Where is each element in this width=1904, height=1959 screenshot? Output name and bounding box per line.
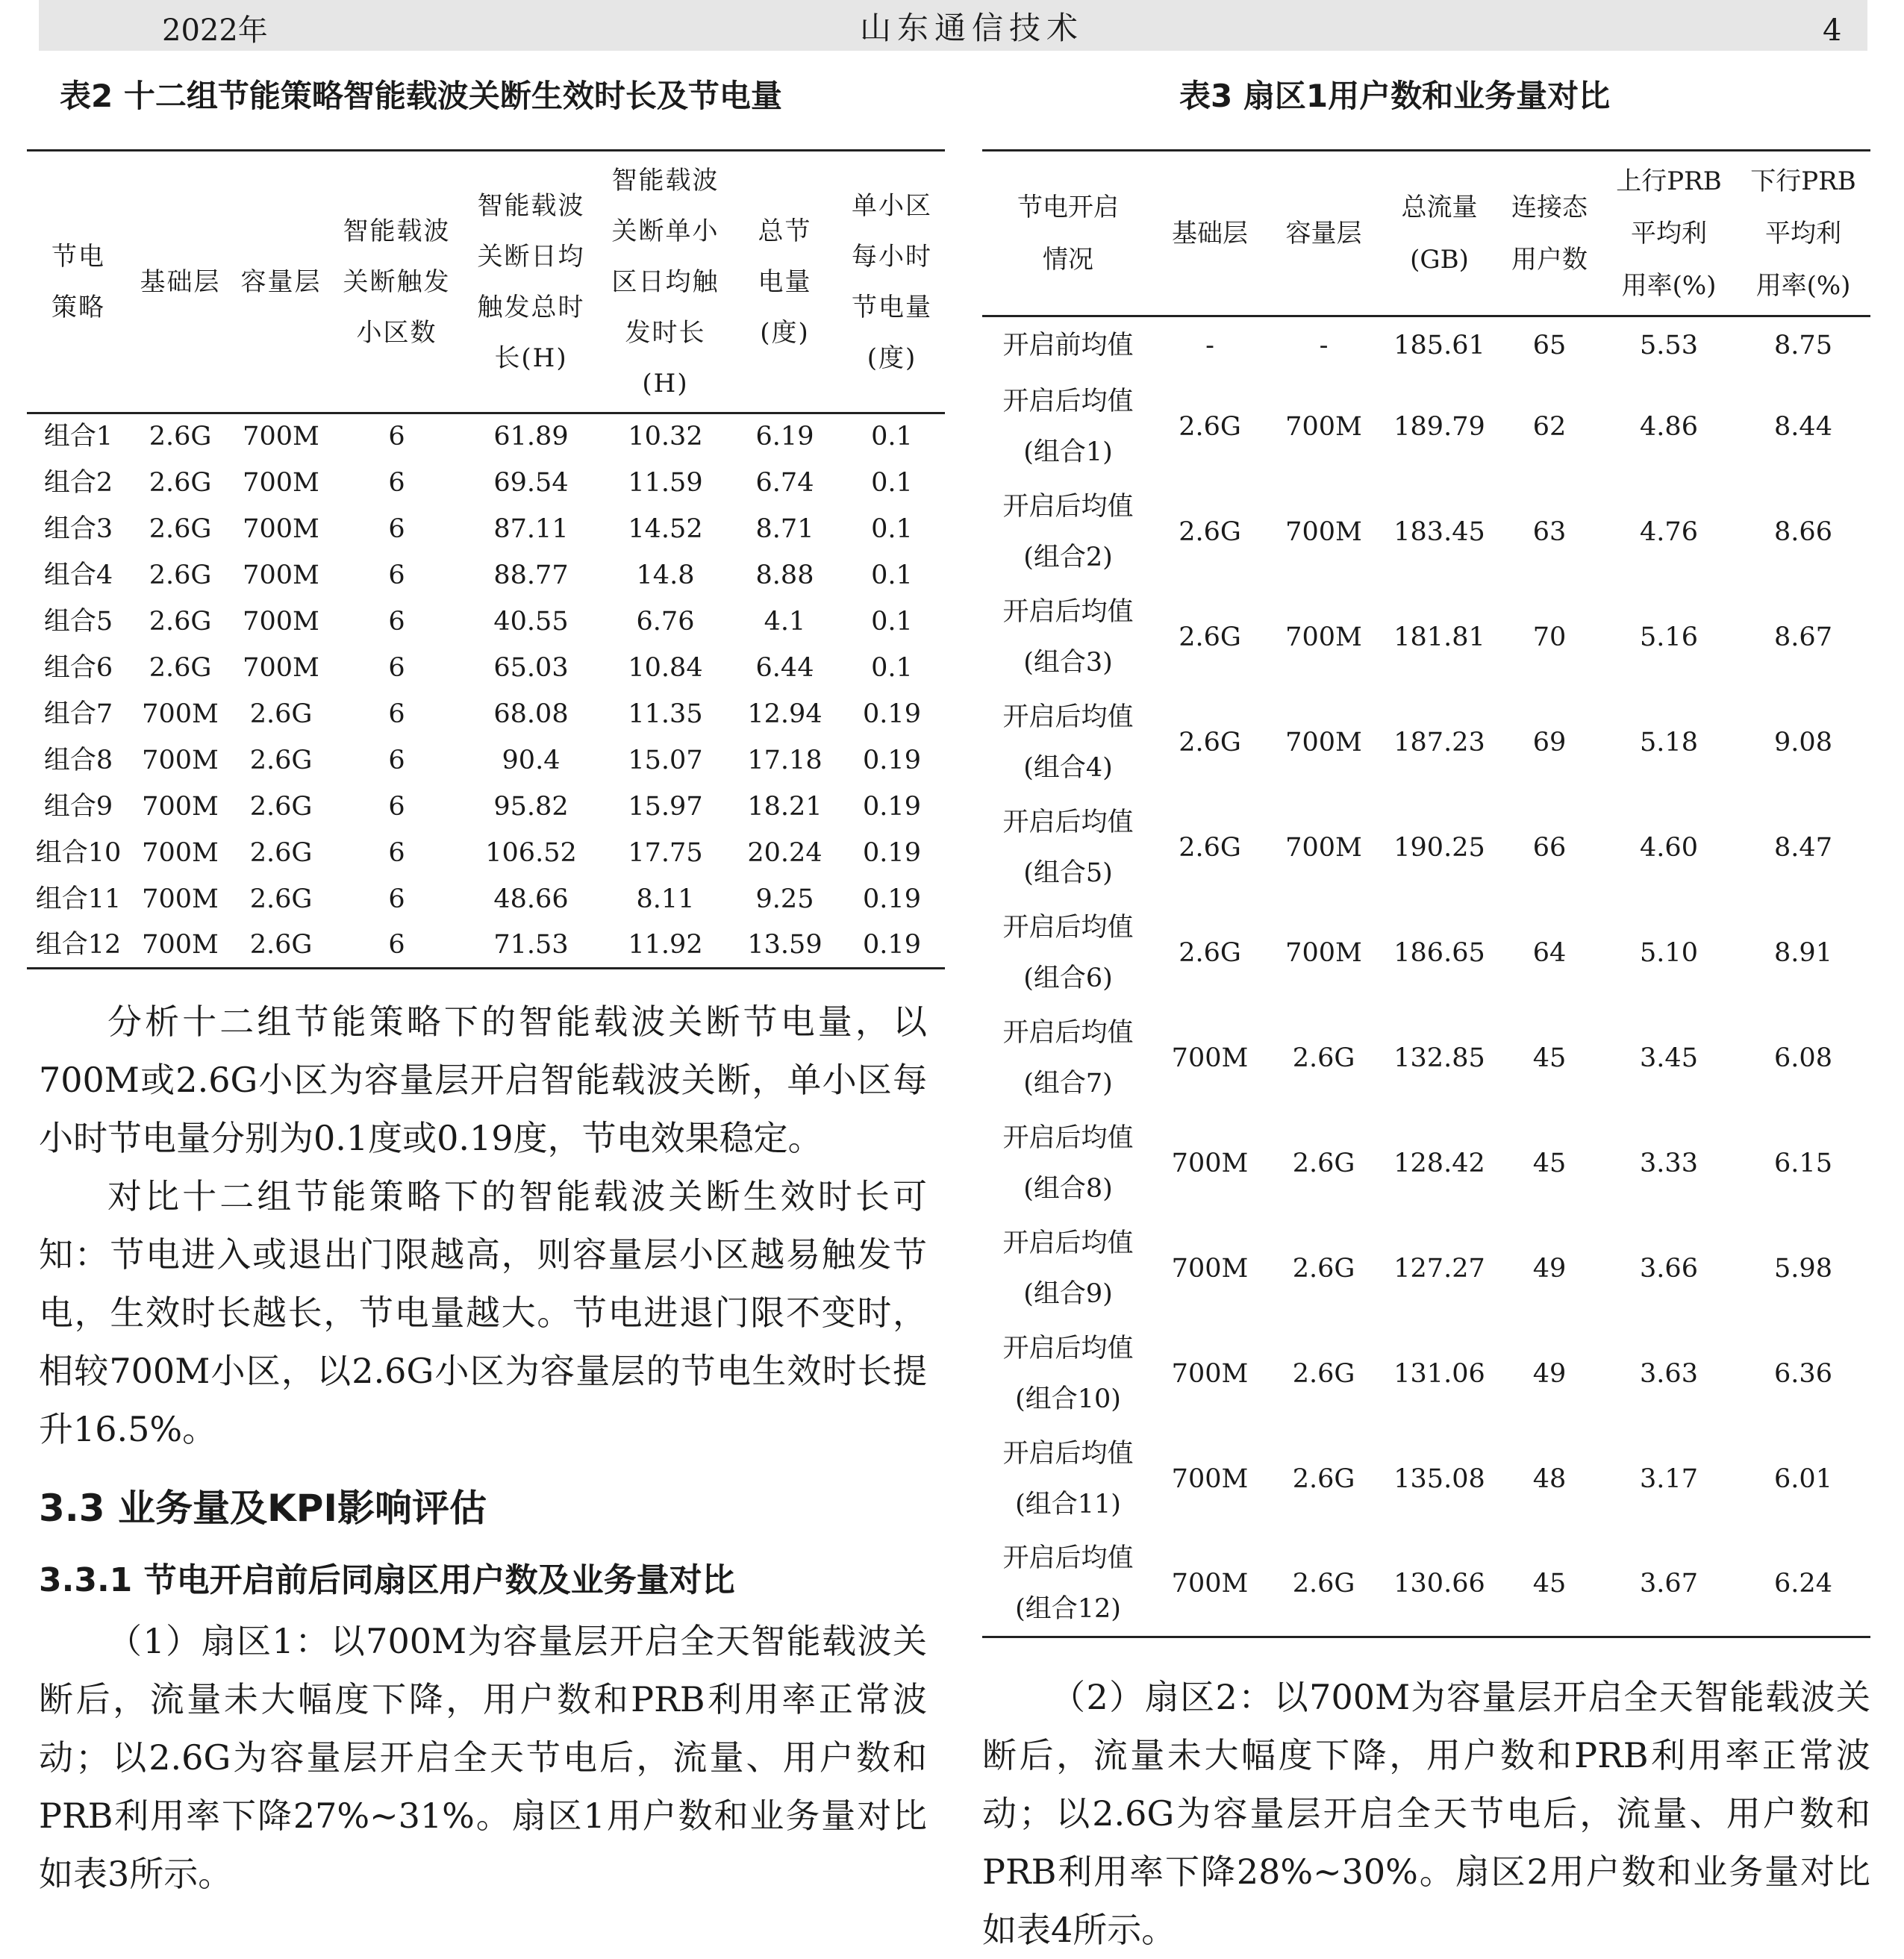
table3-cell: 700M <box>1285 938 1362 968</box>
table2-cell: 10.84 <box>628 652 703 683</box>
table2-cell: 组合4 <box>43 560 113 590</box>
table3-cell: 128.42 <box>1393 1149 1485 1178</box>
table2-cell: 9.25 <box>755 884 814 914</box>
table3-cell: 5.98 <box>1774 1254 1832 1284</box>
paragraph-effective-duration: 对比十二组节能策略下的智能载波关断生效时长可知：节电进入或退出门限越高，则容量层小区越易触发节电，生效时长越长，节电量越大。节电进退门限不变时，相较700M小区，以2.6G小区为容量层的节电生效时长提升16.5%。 <box>39 1176 927 1449</box>
table3-row <box>982 690 1870 796</box>
table3-cell: 8.91 <box>1774 938 1832 968</box>
table3-caption: 表3 扇区1用户数和业务量对比 <box>1179 78 1611 114</box>
header-page-number: 4 <box>1823 13 1842 48</box>
table2-row <box>27 506 945 552</box>
paragraph-sector1: （1）扇区1：以700M为容量层开启全天智能载波关断后，流量未大幅度下降，用户数和PRB利用率正常波动；以2.6G为容量层开启全天节电后，流量、用户数和PRB利用率下降27%~31%。扇区1用户数和业务量对比如表3所示。 <box>39 1621 927 1894</box>
table2-cell: 6 <box>388 513 405 544</box>
table2-cell: 700M <box>243 513 319 544</box>
table2-cell: 8.71 <box>755 513 814 544</box>
table2-cell: 14.8 <box>636 560 695 590</box>
table2-cell: 2.6G <box>249 791 313 822</box>
table3-cell: 66 <box>1532 833 1567 863</box>
table3 <box>982 149 1870 1638</box>
table2-header-row <box>27 151 945 413</box>
table2-cell: 6 <box>388 791 405 822</box>
table2-cell: 88.77 <box>493 560 569 590</box>
table2-cell: 8.11 <box>636 884 695 914</box>
table2-cell: 4.1 <box>764 606 806 637</box>
table2-cell: 0.19 <box>863 929 921 960</box>
table3-cell: 700M <box>1171 1464 1249 1494</box>
table3-cell: 700M <box>1285 833 1362 863</box>
table3-row <box>982 480 1870 585</box>
table3-cell: 2.6G <box>1179 517 1241 547</box>
table2-caption: 表2 十二组节能策略智能载波关断生效时长及节电量 <box>60 78 782 114</box>
table3-cell: 700M <box>1171 1043 1249 1073</box>
table3-cell: 开启后均值 (组合6) <box>1002 913 1134 993</box>
table2-row <box>27 830 945 876</box>
table2-cell: 700M <box>243 467 319 498</box>
table2-cell: 11.92 <box>628 929 703 960</box>
table3-col-header: 总流量 (GB) <box>1382 151 1497 316</box>
table2-body <box>27 413 945 969</box>
table2-col-header: 智能载波 关断日均 触发总时 长(H) <box>462 151 600 413</box>
table2-cell: 11.59 <box>628 467 703 498</box>
table3-cell: 6.01 <box>1774 1464 1832 1494</box>
table2-cell: 组合10 <box>35 837 122 868</box>
table3-cell: 2.6G <box>1179 412 1241 442</box>
body-text-left-bottom <box>39 1612 927 1903</box>
table2-cell: 700M <box>142 745 219 775</box>
table3-cell: 187.23 <box>1393 728 1485 757</box>
table2-cell: 2.6G <box>149 513 212 544</box>
table2-cell: 6 <box>388 467 405 498</box>
table2-cell: 10.32 <box>628 422 703 452</box>
table2 <box>27 149 945 969</box>
table3-cell: 700M <box>1171 1149 1249 1178</box>
table2-row <box>27 413 945 460</box>
table2-row <box>27 599 945 645</box>
table2-cell: 6 <box>388 422 405 452</box>
table3-row <box>982 901 1870 1006</box>
table2-row <box>27 737 945 784</box>
table2-row <box>27 784 945 830</box>
table2-cell: 6 <box>388 884 405 914</box>
table2-cell: 6 <box>388 699 405 729</box>
table3-cell: 48 <box>1532 1464 1567 1494</box>
table2-cell: 13.59 <box>747 929 823 960</box>
table2-cell: 106.52 <box>485 837 577 868</box>
table3-row <box>982 1427 1870 1532</box>
table2-cell: 15.97 <box>628 791 703 822</box>
table2-cell: 0.1 <box>871 560 913 590</box>
table2-cell: 18.21 <box>747 791 823 822</box>
table2-cell: 6.74 <box>755 467 814 498</box>
table3-cell: 3.66 <box>1640 1254 1698 1284</box>
table3-cell: - <box>1205 331 1214 361</box>
table3-cell: 4.86 <box>1640 412 1698 442</box>
table3-cell: 开启后均值 (组合8) <box>1002 1123 1134 1204</box>
table3-cell: 5.53 <box>1640 331 1698 361</box>
table2-cell: 2.6G <box>149 560 212 590</box>
table2-col-header: 智能载波 关断单小 区日均触 发时长 (H) <box>600 151 731 413</box>
table3-cell: 2.6G <box>1292 1254 1355 1284</box>
table2-cell: 6 <box>388 745 405 775</box>
table3-cell: 183.45 <box>1393 517 1485 547</box>
section-heading-3-3: 3.3 业务量及KPI影响评估 <box>39 1487 487 1530</box>
table2-cell: 0.1 <box>871 467 913 498</box>
table3-cell: 2.6G <box>1292 1569 1355 1599</box>
table3-cell: 49 <box>1532 1254 1567 1284</box>
table2-cell: 61.89 <box>493 422 569 452</box>
table3-cell: 700M <box>1285 517 1362 547</box>
table3-col-header: 容量层 <box>1266 151 1382 316</box>
table2-cell: 0.1 <box>871 606 913 637</box>
table3-row <box>982 375 1870 480</box>
table3-cell: 6.08 <box>1774 1043 1832 1073</box>
section-heading-3-3-1: 3.3.1 节电开启前后同扇区用户数及业务量对比 <box>39 1561 735 1599</box>
table2-cell: 6 <box>388 560 405 590</box>
table3-cell: 2.6G <box>1292 1359 1355 1389</box>
table2-cell: 组合8 <box>43 745 113 775</box>
table2-cell: 2.6G <box>149 422 212 452</box>
table3-cell: 700M <box>1171 1254 1249 1284</box>
table3-cell: 开启后均值 (组合5) <box>1002 807 1134 888</box>
paragraph-energy-saving: 分析十二组节能策略下的智能载波关断节电量，以700M或2.6G小区为容量层开启智能载波关断，单小区每小时节电量分别为0.1度或0.19度，节电效果稳定。 <box>39 1002 927 1158</box>
table3-cell: 开启后均值 (组合2) <box>1002 492 1134 572</box>
table3-cell: 185.61 <box>1393 331 1485 361</box>
table3-cell: 49 <box>1532 1359 1567 1389</box>
table2-cell: 组合6 <box>43 652 113 683</box>
table3-cell: 69 <box>1532 728 1567 757</box>
table2-row <box>27 645 945 691</box>
table3-cell: 132.85 <box>1393 1043 1485 1073</box>
table3-cell: 3.17 <box>1640 1464 1698 1494</box>
table3-cell: 3.67 <box>1640 1569 1698 1599</box>
table3-col-header: 基础层 <box>1154 151 1266 316</box>
table3-row <box>982 796 1870 901</box>
table2-col-header: 节电 策略 <box>27 151 130 413</box>
table2-cell: 2.6G <box>149 606 212 637</box>
table2-cell: 组合12 <box>35 929 122 960</box>
table2-cell: 700M <box>243 606 319 637</box>
table3-cell: 开启后均值 (组合7) <box>1002 1018 1134 1099</box>
table2-row <box>27 460 945 506</box>
table2-cell: 700M <box>142 837 219 868</box>
table3-col-header: 上行PRB 平均利 用率(%) <box>1602 151 1736 316</box>
table2-row <box>27 552 945 599</box>
table3-cell: 190.25 <box>1393 833 1485 863</box>
table3-cell: 2.6G <box>1179 833 1241 863</box>
table3-cell: 700M <box>1171 1569 1249 1599</box>
table3-cell: 4.60 <box>1640 833 1698 863</box>
table3-cell: 700M <box>1171 1359 1249 1389</box>
table3-cell: 4.76 <box>1640 517 1698 547</box>
table2-cell: 0.19 <box>863 884 921 914</box>
header-year: 2022年 <box>162 13 268 48</box>
table3-cell: 5.16 <box>1640 622 1698 652</box>
table2-cell: 0.1 <box>871 513 913 544</box>
table2-cell: 组合3 <box>43 513 113 544</box>
table3-cell: 2.6G <box>1179 728 1241 757</box>
table2-cell: 15.07 <box>628 745 703 775</box>
table2-cell: 65.03 <box>493 652 569 683</box>
table2-cell: 0.19 <box>863 791 921 822</box>
table2-cell: 组合9 <box>43 791 113 822</box>
table3-cell: 45 <box>1532 1569 1567 1599</box>
table3-cell: 2.6G <box>1292 1149 1355 1178</box>
table2-cell: 6 <box>388 929 405 960</box>
table2-cell: 6.19 <box>755 422 814 452</box>
table2-cell: 0.19 <box>863 837 921 868</box>
body-text-left-top <box>39 993 927 1458</box>
table3-cell: 63 <box>1532 517 1567 547</box>
table3-cell: 65 <box>1532 331 1567 361</box>
table2-cell: 700M <box>142 699 219 729</box>
table3-cell: 8.75 <box>1774 331 1832 361</box>
table2-cell: 95.82 <box>493 791 569 822</box>
table2-cell: 11.35 <box>628 699 703 729</box>
table3-col-header: 节电开启 情况 <box>982 151 1154 316</box>
table2-cell: 69.54 <box>493 467 569 498</box>
table2-col-header: 智能载波 关断触发 小区数 <box>331 151 462 413</box>
table3-cell: 2.6G <box>1292 1464 1355 1494</box>
table2-cell: 2.6G <box>249 884 313 914</box>
table2-cell: 87.11 <box>493 513 569 544</box>
table2-cell: 0.1 <box>871 422 913 452</box>
table3-cell: 127.27 <box>1393 1254 1485 1284</box>
table3-cell: 6.36 <box>1774 1359 1832 1389</box>
table2-row <box>27 691 945 737</box>
table2-col-header: 基础层 <box>130 151 231 413</box>
table3-cell: 70 <box>1532 622 1567 652</box>
table2-cell: 700M <box>142 929 219 960</box>
table3-row <box>982 1322 1870 1427</box>
table3-cell: 64 <box>1532 938 1567 968</box>
table2-cell: 6 <box>388 837 405 868</box>
table3-cell: - <box>1319 331 1329 361</box>
table3-cell: 2.6G <box>1179 938 1241 968</box>
table2-cell: 2.6G <box>149 652 212 683</box>
table3-row <box>982 1111 1870 1216</box>
table3-cell: 8.44 <box>1774 412 1832 442</box>
table3-cell: 135.08 <box>1393 1464 1485 1494</box>
table2-row <box>27 876 945 922</box>
table2-cell: 0.1 <box>871 652 913 683</box>
table3-header-row <box>982 151 1870 316</box>
table2-cell: 0.19 <box>863 699 921 729</box>
table3-cell: 2.6G <box>1179 622 1241 652</box>
table2-cell: 组合1 <box>43 422 113 452</box>
table2-cell: 2.6G <box>249 837 313 868</box>
table3-col-header: 下行PRB 平均利 用率(%) <box>1736 151 1870 316</box>
table2-cell: 组合11 <box>35 884 122 914</box>
table3-row <box>982 1216 1870 1322</box>
table3-cell: 8.66 <box>1774 517 1832 547</box>
table3-cell: 开启后均值 (组合3) <box>1002 597 1134 678</box>
paragraph-sector2: （2）扇区2：以700M为容量层开启全天智能载波关断后，流量未大幅度下降，用户数和PRB利用率正常波动；以2.6G为容量层开启全天节电后，流量、用户数和PRB利用率下降28%~30%。扇区2用户数和业务量对比如表4所示。 <box>982 1677 1870 1950</box>
table2-cell: 组合2 <box>43 467 113 498</box>
table3-cell: 开启后均值 (组合1) <box>1002 387 1134 467</box>
table3-cell: 开启后均值 (组合11) <box>1002 1439 1134 1519</box>
table3-cell: 700M <box>1285 728 1362 757</box>
table3-cell: 3.45 <box>1640 1043 1698 1073</box>
header-journal-title: 山东通信技术 <box>860 10 1084 46</box>
table2-cell: 2.6G <box>249 745 313 775</box>
table2-cell: 6.44 <box>755 652 814 683</box>
body-text-right-bottom <box>982 1668 1870 1959</box>
table3-cell: 8.47 <box>1774 833 1832 863</box>
table2-cell: 8.88 <box>755 560 814 590</box>
table3-cell: 130.66 <box>1393 1569 1485 1599</box>
table2-cell: 700M <box>243 652 319 683</box>
table3-cell: 5.10 <box>1640 938 1698 968</box>
table2-cell: 48.66 <box>493 884 569 914</box>
table3-cell: 开启前均值 <box>1002 331 1134 361</box>
table2-col-header: 单小区 每小时 节电量 (度) <box>839 151 945 413</box>
table3-row <box>982 316 1870 375</box>
running-header <box>39 0 1867 51</box>
table3-cell: 45 <box>1532 1149 1567 1178</box>
table2-cell: 组合7 <box>43 699 113 729</box>
table3-cell: 6.24 <box>1774 1569 1832 1599</box>
table3-cell: 700M <box>1285 622 1362 652</box>
table2-cell: 12.94 <box>747 699 823 729</box>
table3-cell: 开启后均值 (组合4) <box>1002 702 1134 783</box>
table2-cell: 6.76 <box>636 606 695 637</box>
table3-cell: 2.6G <box>1292 1043 1355 1073</box>
table2-cell: 6 <box>388 652 405 683</box>
table2-cell: 700M <box>142 884 219 914</box>
table3-row <box>982 1006 1870 1111</box>
table3-row <box>982 585 1870 690</box>
table3-cell: 6.15 <box>1774 1149 1832 1178</box>
table2-cell: 90.4 <box>502 745 561 775</box>
table2-cell: 700M <box>142 791 219 822</box>
table2-cell: 20.24 <box>747 837 823 868</box>
table3-cell: 开启后均值 (组合9) <box>1002 1228 1134 1309</box>
table2-row <box>27 922 945 969</box>
table2-cell: 0.19 <box>863 745 921 775</box>
table3-cell: 5.18 <box>1640 728 1698 757</box>
table2-cell: 68.08 <box>493 699 569 729</box>
table3-cell: 开启后均值 (组合10) <box>1002 1334 1134 1414</box>
table3-cell: 700M <box>1285 412 1362 442</box>
table3-cell: 开启后均值 (组合12) <box>1002 1543 1134 1625</box>
table3-cell: 9.08 <box>1774 728 1832 757</box>
table3-cell: 3.63 <box>1640 1359 1698 1389</box>
table2-cell: 700M <box>243 422 319 452</box>
table3-cell: 131.06 <box>1393 1359 1485 1389</box>
table2-col-header: 总节 电量 (度) <box>731 151 839 413</box>
table3-cell: 62 <box>1532 412 1567 442</box>
table2-cell: 71.53 <box>493 929 569 960</box>
table2-cell: 14.52 <box>628 513 703 544</box>
table2-cell: 700M <box>243 560 319 590</box>
table3-cell: 45 <box>1532 1043 1567 1073</box>
table2-cell: 40.55 <box>493 606 569 637</box>
table2-cell: 17.75 <box>628 837 703 868</box>
table2-cell: 17.18 <box>747 745 823 775</box>
table3-cell: 186.65 <box>1393 938 1485 968</box>
table3-cell: 8.67 <box>1774 622 1832 652</box>
table2-cell: 组合5 <box>43 606 113 637</box>
table3-col-header: 连接态 用户数 <box>1497 151 1602 316</box>
table3-cell: 181.81 <box>1393 622 1485 652</box>
table2-cell: 2.6G <box>249 699 313 729</box>
table3-body <box>982 316 1870 1637</box>
table2-cell: 6 <box>388 606 405 637</box>
table3-cell: 189.79 <box>1393 412 1485 442</box>
table3-row <box>982 1532 1870 1637</box>
table2-col-header: 容量层 <box>231 151 331 413</box>
table2-cell: 2.6G <box>249 929 313 960</box>
table3-cell: 3.33 <box>1640 1149 1698 1178</box>
table2-cell: 2.6G <box>149 467 212 498</box>
